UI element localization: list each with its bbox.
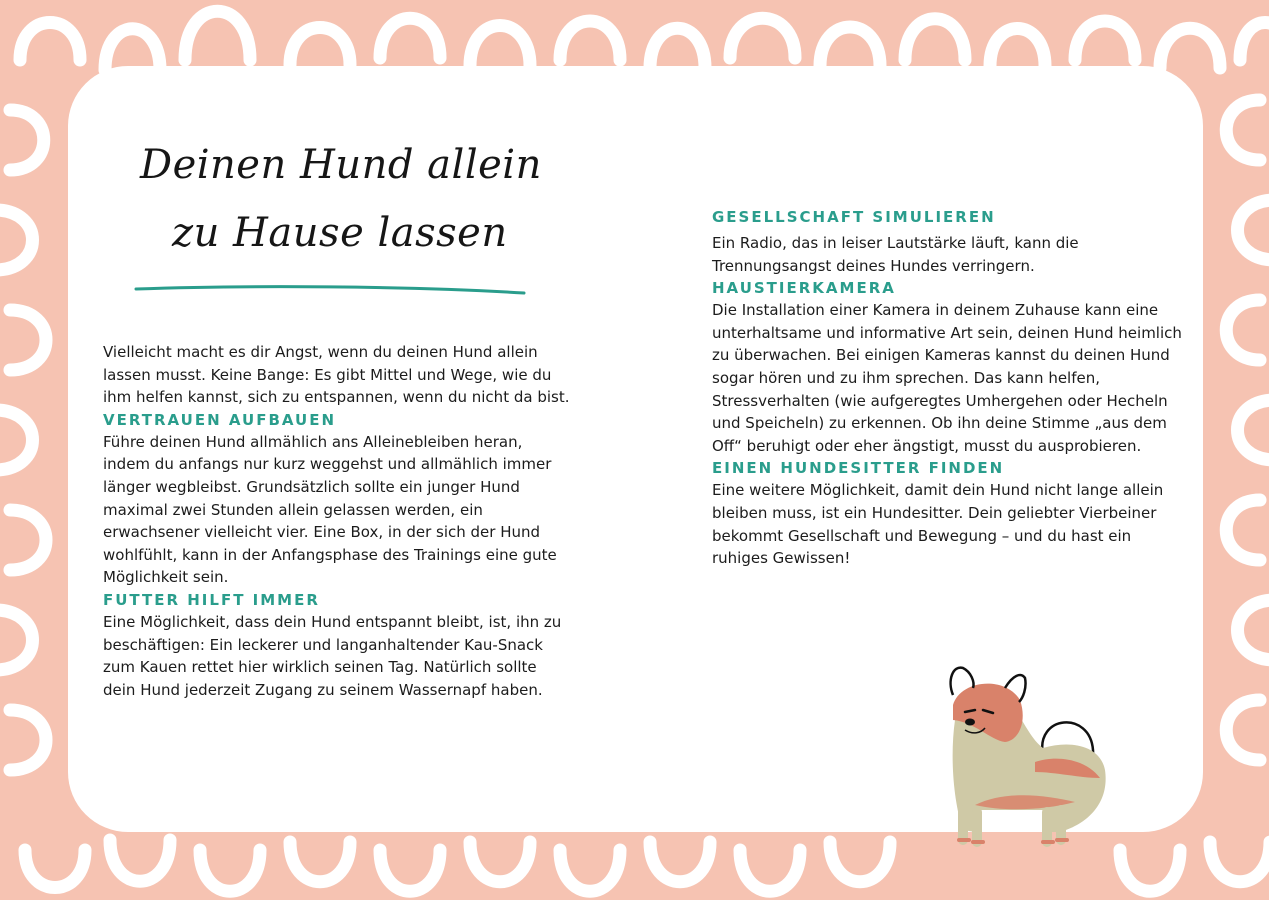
section-text-gesellschaft: Ein Radio, das in leiser Lautstärke läuft, kann die Trennungsangst deines Hundes verringern. xyxy=(712,234,1079,275)
section-text-hundesitter: Eine weitere Möglichkeit, damit dein Hund nicht lange allein bleiben muss, ist ein Hundesitter. Dein geliebter Vierbeiner bekommt Gesellschaft und Bewegung – und du hast ein ruhiges Gewissen! xyxy=(712,481,1164,568)
page-title-line-2: zu Hause lassen xyxy=(172,210,508,256)
section-heading-haustierkamera: HAUSTIERKAMERA xyxy=(712,279,896,298)
section-text-haustierkamera: Die Installation einer Kamera in deinem Zuhause kann eine unterhaltsame und informative Art sein, deinen Hund heimlich zu überwachen. Bei einigen Kameras kannst du deinen Hund sogar hören und zu ihm sprechen. Das kann helfen, Stressverhalten (wie aufgeregtes Umhergehen oder Hecheln und Speicheln) zu erkennen. Ob ihn deine Stimme „aus dem Off“ beruhigt oder eher ängstigt, musst du ausprobieren. xyxy=(712,301,1182,455)
section-heading-vertrauen: VERTRAUEN AUFBAUEN xyxy=(103,410,336,429)
right-column xyxy=(712,206,1182,570)
dog-illustration-icon xyxy=(935,660,1115,850)
section-heading-hundesitter: EINEN HUNDESITTER FINDEN xyxy=(712,459,1005,478)
title-underline xyxy=(130,280,530,300)
section-heading-gesellschaft: GESELLSCHAFT SIMULIEREN xyxy=(712,208,996,226)
intro-paragraph: Vielleicht macht es dir Angst, wenn du deinen Hund allein lassen musst. Keine Bange: Es gibt Mittel und Wege, wie du ihm helfen kannst, sich zu entspannen, wenn du nicht da bist. xyxy=(103,343,570,407)
section-heading-futter: FUTTER HILFT IMMER xyxy=(103,590,320,609)
left-column xyxy=(103,341,573,701)
page-title-line-1: Deinen Hund allein xyxy=(140,142,542,188)
section-text-futter: Eine Möglichkeit, dass dein Hund entspannt bleibt, ist, ihn zu beschäftigen: Ein leckerer und langanhaltender Kau-Snack zum Kauen rettet hier wirklich seinen Tag. Natürlich sollte dein Hund jederzeit Zugang zu seinem Wassernapf haben. xyxy=(103,612,562,699)
section-text-vertrauen: Führe deinen Hund allmählich ans Alleinebleiben heran, indem du anfangs nur kurz weggehst und allmählich immer länger wegbleibst. Grundsätzlich sollte ein junger Hund maximal zwei Stunden allein gelassen werden, ein erwachsener vielleicht vier. Eine Box, in der sich der Hund wohlfühlt, kann in der Anfangsphase des Trainings eine gute Möglichkeit sein. xyxy=(103,432,557,587)
